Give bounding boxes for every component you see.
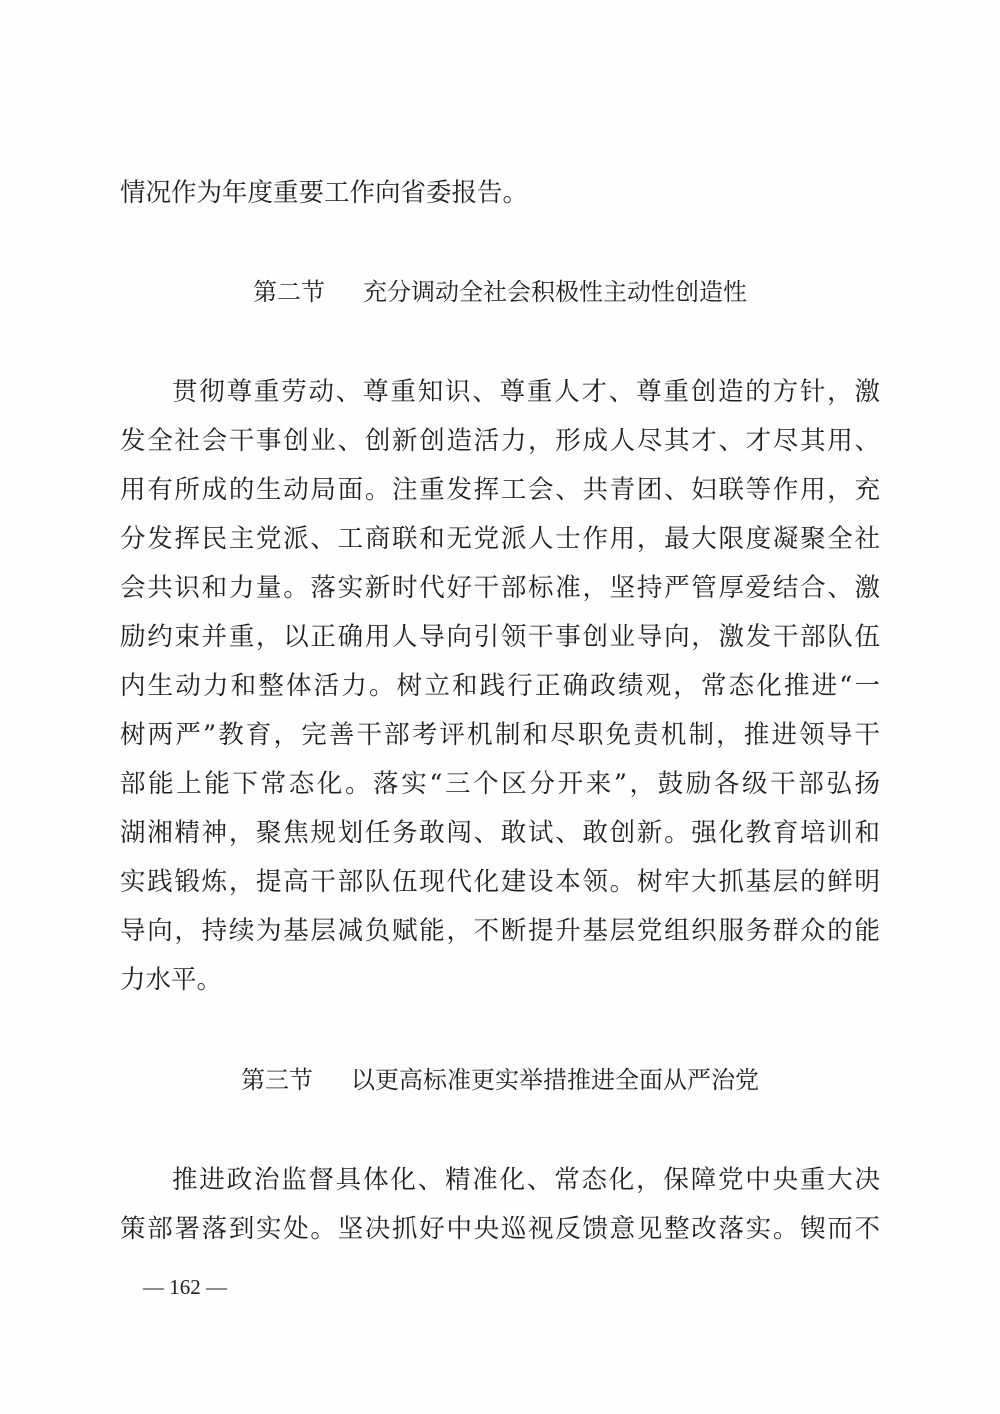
body-line: 内生动力和整体活力。树立和践行正确政绩观，常态化推进“一 xyxy=(120,671,880,701)
body-line: 分发挥民主党派、工商联和无党派人士作用，最大限度凝聚全社 xyxy=(120,524,880,554)
body-line: 推进政治监督具体化、精准化、常态化，保障党中央重大决 xyxy=(172,1165,880,1195)
body-line: 树两严”教育，完善干部考评机制和尽职免责机制，推进领导干 xyxy=(120,720,880,750)
section-title: 充分调动全社会积极性主动性创造性 xyxy=(363,278,747,306)
section-heading-3 xyxy=(0,1056,1000,1104)
body-line: 实践锻炼，提高干部队伍现代化建设本领。树牢大抓基层的鲜明 xyxy=(120,867,880,897)
section-heading-2 xyxy=(0,268,1000,316)
body-line: 会共识和力量。落实新时代好干部标准，坚持严管厚爱结合、激 xyxy=(120,573,880,603)
body-line: 励约束并重，以正确用人导向引领干事创业导向，激发干部队伍 xyxy=(120,622,880,652)
body-line: 部能上能下常态化。落实“三个区分开来”，鼓励各级干部弘扬 xyxy=(120,769,880,799)
body-line: 导向，持续为基层减负赋能，不断提升基层党组织服务群众的能 xyxy=(120,916,880,946)
body-line: 发全社会干事创业、创新创造活力，形成人尽其才、才尽其用、 xyxy=(120,426,880,456)
section-title: 以更高标准更实举措推进全面从严治党 xyxy=(351,1066,759,1094)
section-number: 第三节 xyxy=(241,1066,313,1094)
page-number: — 162 — xyxy=(143,1275,227,1299)
body-line: 策部署落到实处。坚决抓好中央巡视反馈意见整改落实。锲而不 xyxy=(120,1214,880,1244)
section-number: 第二节 xyxy=(253,278,325,306)
body-line: 贯彻尊重劳动、尊重知识、尊重人才、尊重创造的方针，激 xyxy=(172,377,880,407)
body-line: 力水平。 xyxy=(120,965,223,995)
body-line: 用有所成的生动局面。注重发挥工会、共青团、妇联等作用，充 xyxy=(120,475,880,505)
body-line: 湖湘精神，聚焦规划任务敢闯、敢试、敢创新。强化教育培训和 xyxy=(120,818,880,848)
continuation-line: 情况作为年度重要工作向省委报告。 xyxy=(120,178,529,208)
